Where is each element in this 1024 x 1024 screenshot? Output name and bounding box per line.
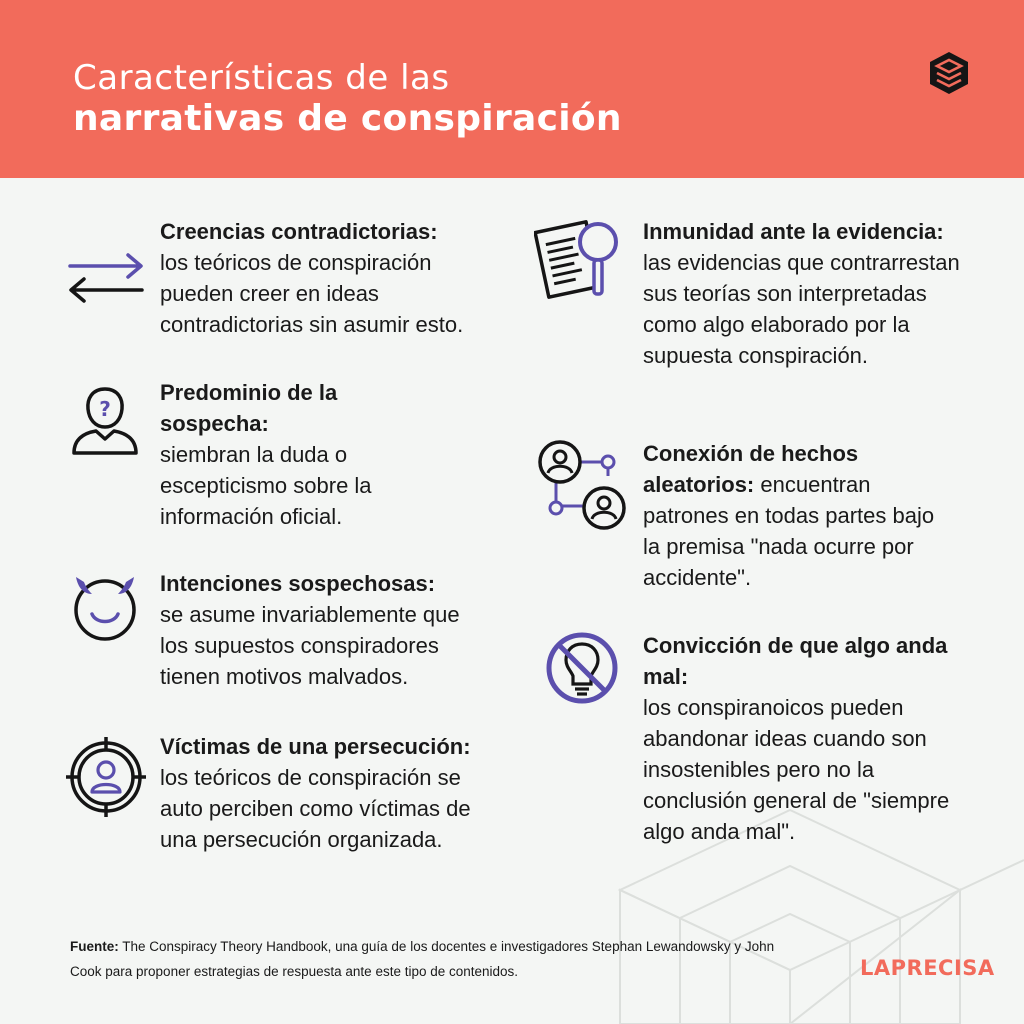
item-body: los teóricos de conspiración pueden creer en ideas contradictorias sin asumir esto.	[160, 250, 464, 337]
item-body: las evidencias que contrarrestan sus teorías son interpretadas como algo elaborado por la supuesta conspiración.	[643, 250, 960, 368]
item-heading: Creencias contradictorias:	[160, 219, 438, 244]
no-lightbulb-icon	[544, 630, 620, 706]
source-label: Fuente:	[70, 939, 119, 954]
item-body: siembran la duda o escepticismo sobre la información oficial.	[160, 442, 372, 529]
la-precisa-logo: LAPRECISA	[860, 956, 995, 980]
title-line-2: narrativas de conspiración	[73, 98, 622, 139]
item-heading: Predominio de la sospecha:	[160, 380, 338, 436]
header-banner	[0, 0, 1024, 178]
item-heading: Inmunidad ante la evidencia:	[643, 219, 944, 244]
item-body: los teóricos de conspiración se auto perciben como víctimas de una persecución organizada.	[160, 765, 471, 852]
title-line-1: Características de las	[73, 58, 450, 98]
item-body: se asume invariablemente que los supuestos conspiradores tienen motivos malvados.	[160, 602, 460, 689]
document-magnifier-icon	[534, 216, 626, 300]
brand-cube-icon	[926, 50, 972, 96]
connected-people-icon	[536, 440, 630, 532]
source-text: The Conspiracy Theory Handbook, una guía de los docentes e investigadores Stephan Lewandowsky y John Cook para proponer estrategias de respuesta ante este tipo de contenidos.	[70, 939, 775, 979]
source-footer	[70, 934, 790, 984]
svg-text:?: ?	[99, 397, 111, 421]
item-heading: Convicción de que algo anda mal:	[643, 633, 948, 689]
target-person-icon	[64, 735, 148, 819]
item-heading: Conexión de hechos aleatorios:	[643, 441, 859, 497]
question-head-icon	[70, 385, 140, 457]
arrows-exchange-icon	[66, 252, 146, 304]
item-heading: Víctimas de una persecución:	[160, 734, 471, 759]
item-body: los conspiranoicos pueden abandonar ideas cuando son insostenibles pero no la conclusión general de "siempre algo anda mal".	[643, 695, 950, 844]
devil-smile-icon	[70, 572, 140, 642]
item-heading: Intenciones sospechosas:	[160, 571, 436, 596]
item-body: encuentran patrones en todas partes bajo la premisa "nada ocurre por accidente".	[643, 472, 935, 590]
